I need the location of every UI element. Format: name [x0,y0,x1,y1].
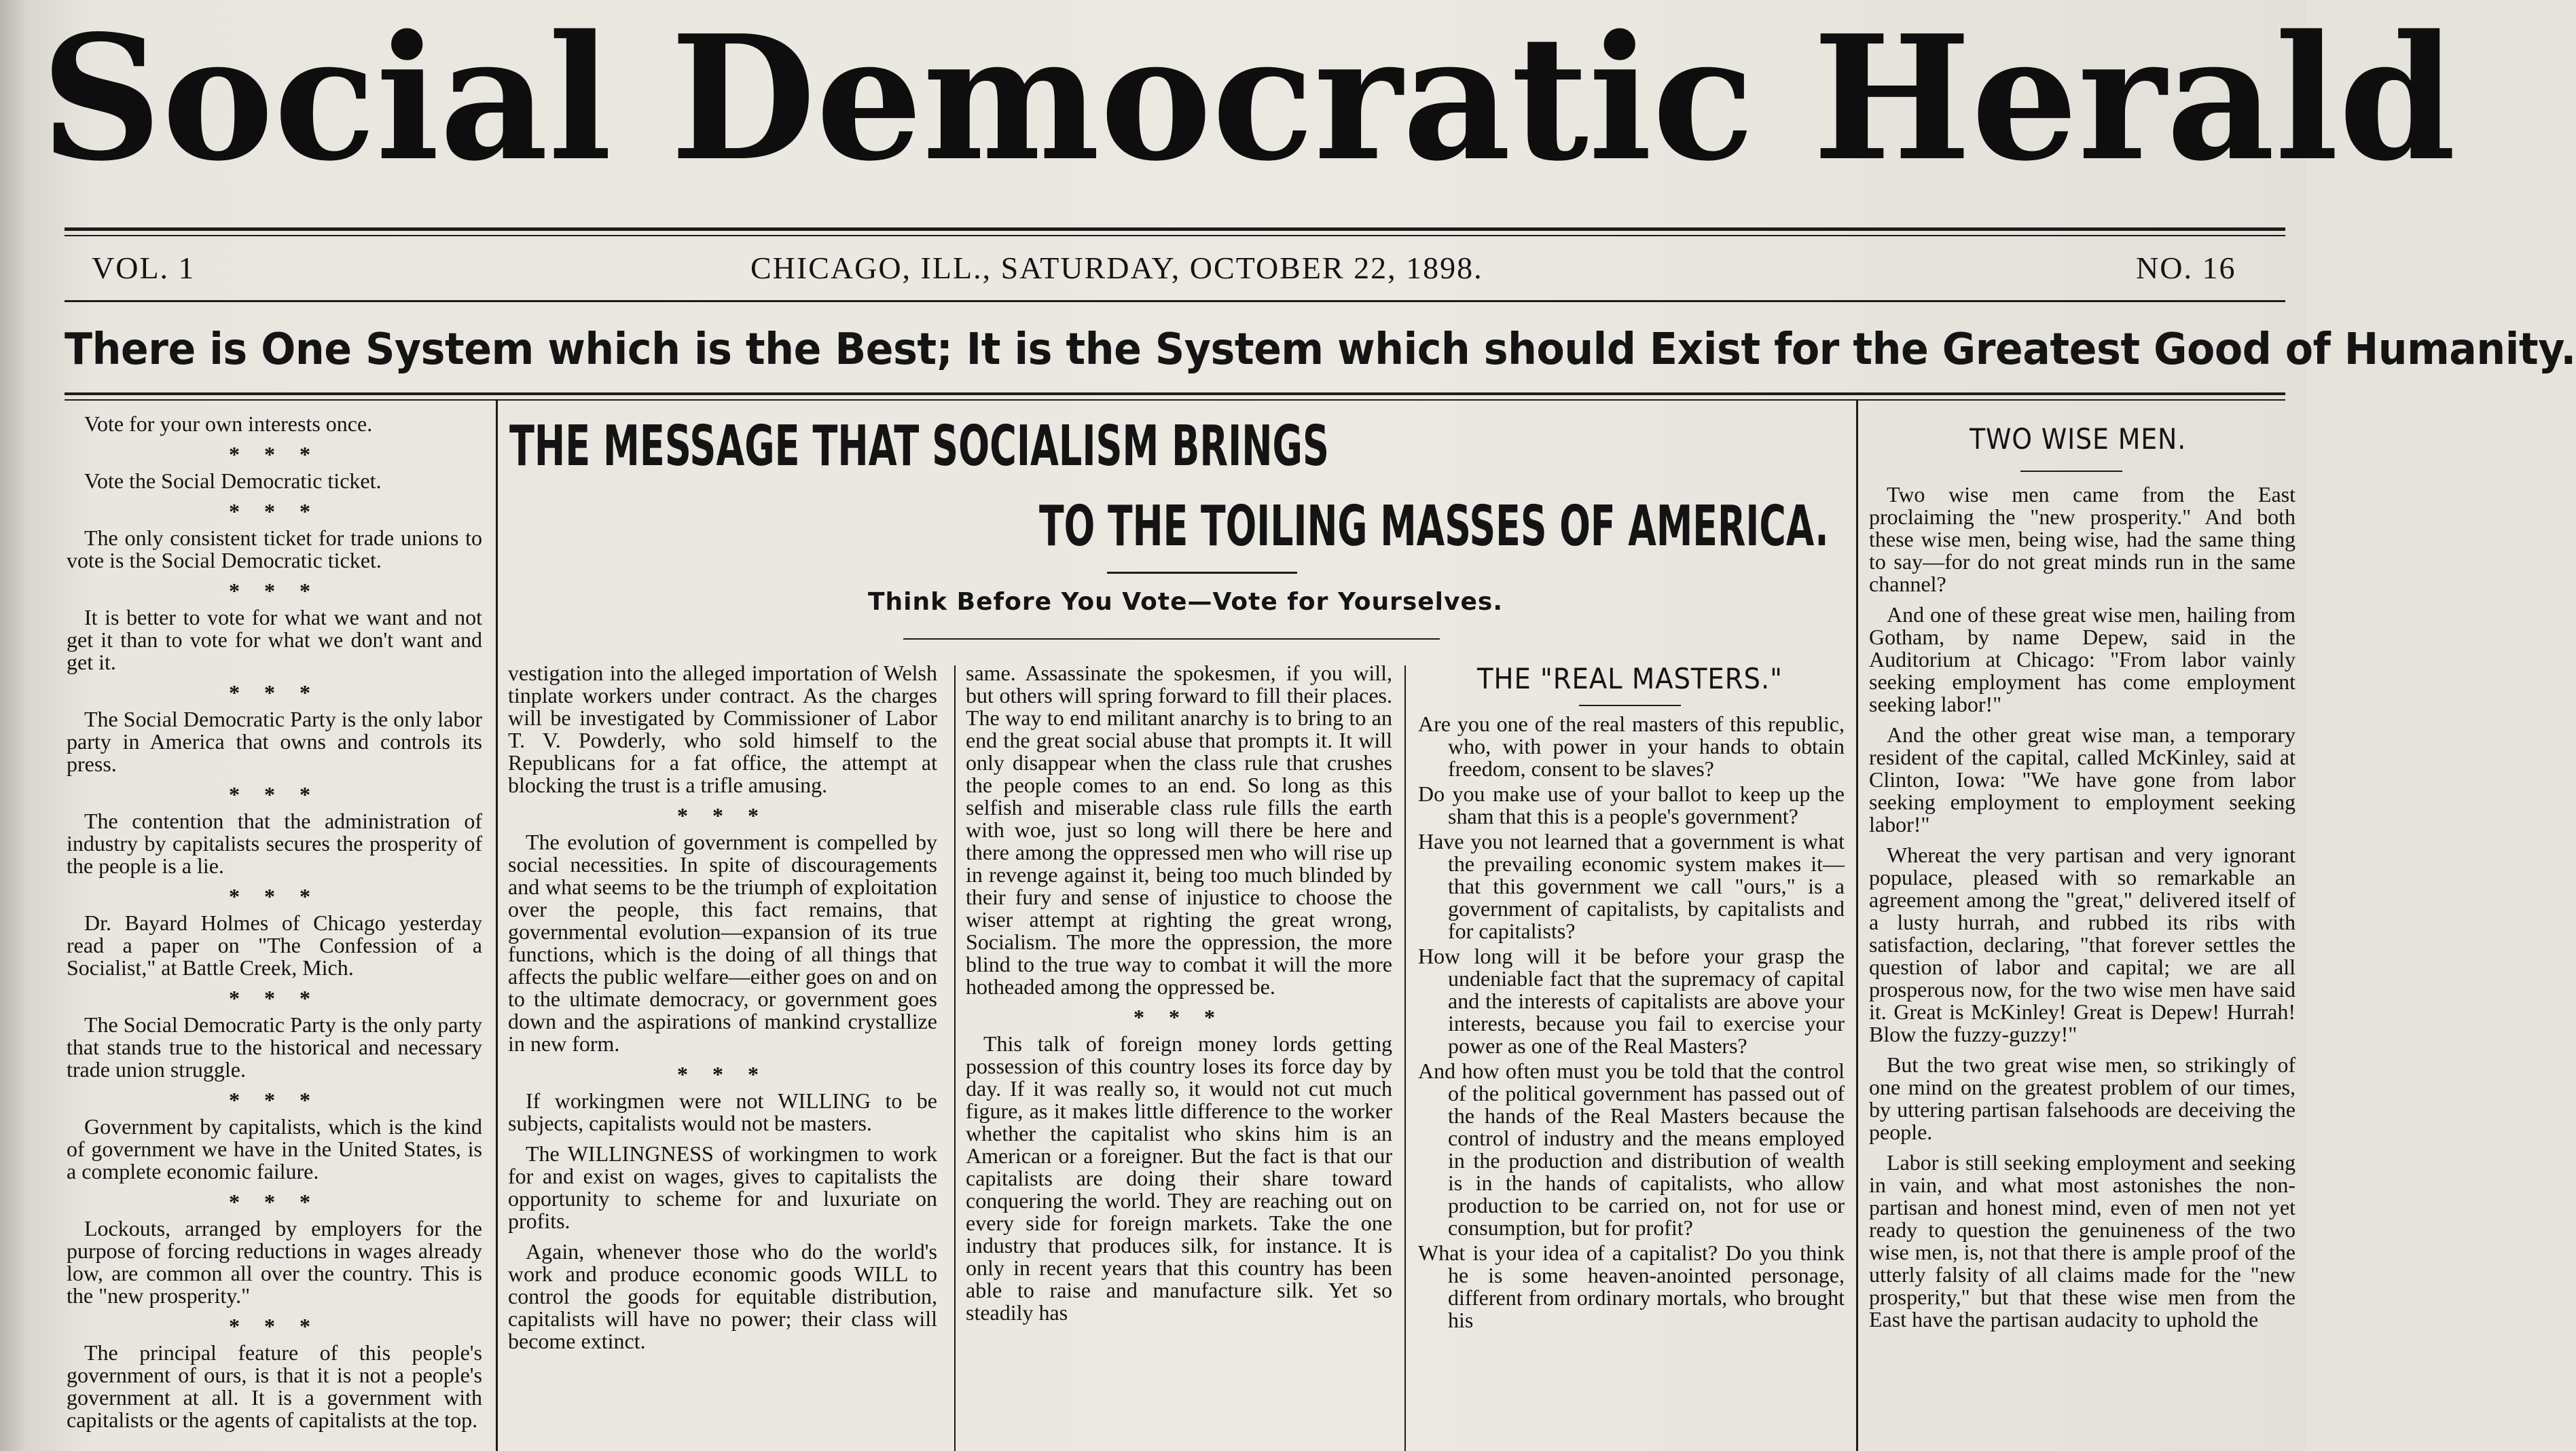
brief-paragraph: The contention that the administration of industry by capitalists secures the prosperity of the people is a lie. [67,809,482,878]
wise-men-heading: TWO WISE MEN. [1970,422,2187,456]
section-separator-stars: * * * [677,803,768,828]
wise-men-column [1869,483,2296,1451]
wise-men-rule [2020,471,2122,472]
question-paragraph: How long will it be before your grasp the undeniable fact that the supremacy of capital and the interests of capitalists are above your interests, because you fail to exercise your power as one of the Real Masters? [1418,944,1845,1058]
slogan-rule [65,392,2285,395]
section-separator-stars: * * * [229,884,320,908]
section-separator-stars: * * * [677,1062,768,1086]
question-paragraph: Have you not learned that a government is what the prevailing economic system makes it—that this government we call "ours," is a government of capitalists, by capitalists and for capitalists? [1418,829,1845,943]
section-separator-stars: * * * [229,578,320,603]
dateline: CHICAGO, ILL., SATURDAY, OCTOBER 22, 1898. [750,251,1483,285]
slogan-rule-thin [65,399,2285,401]
brief-paragraph: The Social Democratic Party is the only party that stands true to the historical and necessary trade union struggle. [67,1012,482,1082]
masthead-rule-thin [65,235,2285,236]
masthead-rule-top [65,227,2285,231]
article-paragraph: And the other great wise man, a temporary resident of the capital, called McKinley, said at Clinton, Iowa: "We have gone from labor seeking employment to employment seeking labor!" [1869,722,2296,837]
column-divider [1856,401,1858,1451]
section-separator-stars: * * * [229,1088,320,1112]
article-paragraph: vestigation into the alleged importation of Welsh tinplate workers under contract. As the charges will be investigated by Commissioner of Labor T. V. Powderly, who sold himself to the Republicans for a fat office, the attempt at blocking the trust is a trifle amusing. [508,661,937,797]
volume-label: VOL. 1 [92,251,196,285]
issue-number: NO. 16 [2136,251,2236,285]
real-masters-heading: THE "REAL MASTERS." [1477,662,1783,695]
brief-paragraph: Vote the Social Democratic ticket. [84,469,382,493]
brief-paragraph: Dr. Bayard Holmes of Chicago yesterday read a paper on "The Confession of a Socialist," at Battle Creek, Mich. [67,911,482,980]
section-separator-stars: * * * [229,1190,320,1214]
lead-headline-line2: TO THE TOILING MASSES OF AMERICA. [1039,494,1829,559]
section-separator-stars: * * * [229,1314,320,1338]
article-paragraph: same. Assassinate the spokesmen, if you will, but others will spring forward to fill their places. The way to end militant anarchy is to bring to an end the great social abuse that prompts it. It will only disappear when the class rule that crushes the people comes to an end. So long as this selfish and miserable class rule fills the earth with woe, just so long will there be here and there among the oppressed men who will rise up in revenge against it, being too much blinded by their fury and sense of injustice to choose the wiser attempt at righting the great wrong, Socialism. The more the oppression, the more blind to the true way to combat it will the more hotheaded among the oppressed be. [966,661,1392,999]
article-paragraph: And one of these great wise men, hailing from Gotham, by name Depew, said in the Auditorium at Chicago: "From labor vainly seeking employment has come employment seeking labor!" [1869,602,2296,716]
lead-headline-line1: THE MESSAGE THAT SOCIALISM BRINGS [509,414,1329,479]
subhead-rule [903,638,1440,640]
article-paragraph: Two wise men came from the East proclaiming the "new prosperity." And both these wise men, being wise, had the same thing to say—for do not great minds run in the same channel? [1869,482,2296,596]
column-divider [954,665,956,1451]
brief-paragraph: Vote for your own interests once. [84,411,373,436]
article-paragraph: Labor is still seeking employment and seeking in vain, and what most astonishes the non-partisan and honest mind, even of men not yet ready to question the genuineness of the two wise men, is, not that there is ample proof of the utterly falsity of all claims made for the "new prosperity," but that these wise men from the East have the partisan audacity to uphold the [1869,1150,2296,1331]
article-paragraph: The evolution of government is compelled by social necessities. In spite of discouragements and what seems to be the triumph of exploitation over the people, this fact remains, that governmental evolution—expansion of its true functions, which is the doing of all things that affects the public welfare—either goes on and on to the ultimate democracy, or government goes down and the aspirations of mankind crystallize in new form. [508,830,937,1056]
brief-paragraph: It is better to vote for what we want and not get it than to vote for what we don't want and get it. [67,605,482,674]
brief-paragraph: The Social Democratic Party is the only labor party in America that owns and controls its press. [67,707,482,776]
real-masters-column [1418,713,1845,1451]
question-paragraph: And how often must you be told that the control of the political government has passed out of the hands of the Real Masters because the control of industry and the means employed in the production and distribution of wealth is in the hands of capitalists, who allow production to be carried on, not for use or consumption, but for profit? [1418,1059,1845,1240]
newspaper-masthead: Social Democratic Herald [41,0,2456,199]
article-paragraph: But the two great wise men, so strikingly of one mind on the greatest problem of our times, by uttering partisan falsehoods are deceiving the people. [1869,1052,2296,1144]
section-separator-stars: * * * [1133,1005,1224,1029]
column-divider [496,401,498,1451]
article-paragraph: The WILLINGNESS of workingmen to work for and exist on wages, gives to capitalists the opportunity to scheme for and luxuriate on profits. [508,1141,937,1233]
question-paragraph: Do you make use of your ballot to keep up the sham that this is a people's government? [1418,782,1845,828]
question-paragraph: What is your idea of a capitalist? Do you think he is some heaven-anointed personage, different from ordinary mortals, who brought his [1418,1241,1845,1332]
section-separator-stars: * * * [229,986,320,1010]
section-separator-stars: * * * [229,782,320,807]
dateline-rule [65,300,2285,302]
headline-rule [1107,572,1297,574]
left-column-briefs [67,413,482,1451]
brief-paragraph: The only consistent ticket for trade unions to vote is the Social Democratic ticket. [67,526,482,572]
question-paragraph: Are you one of the real masters of this republic, who, with power in your hands to obtain freedom, consent to be slaves? [1418,712,1845,781]
brief-paragraph: Government by capitalists, which is the kind of government we have in the United States, is a complete economic failure. [67,1114,482,1183]
lead-article-column-2 [966,662,1392,1451]
lead-article-column-1 [508,662,937,1451]
article-paragraph: Again, whenever those who do the world's work and produce economic goods WILL to control the goods for equitable distribution, capitalists will have no power; their class will become extinct. [508,1239,937,1353]
real-masters-rule [1579,705,1681,706]
brief-paragraph: The principal feature of this people's government of ours, is that it is not a people's government at all. It is a government with capitalists or the agents of capitalists at the top. [67,1340,482,1432]
section-separator-stars: * * * [229,499,320,524]
column-divider [1404,665,1406,1451]
article-paragraph: If workingmen were not WILLING to be subjects, capitalists would not be masters. [508,1088,937,1135]
brief-paragraph: Lockouts, arranged by employers for the purpose of forcing reductions in wages already low, are common all over the country. This is the "new prosperity." [67,1216,482,1308]
article-paragraph: Whereat the very partisan and very ignorant populace, pleased with so remarkable an agreement among the "great," delivered itself of a lusty hurrah, and rubbed its ribs with satisfaction, declaring, "that forever settles the question of labor and capital; we are all prosperous now, for the two wise men have said it. Great is McKinley! Great is Depew! Hurrah! Blow the fuzzy-guzzy!" [1869,843,2296,1046]
slogan-banner: There is One System which is the Best; It is the System which should Exist for the Greatest Good of Humanity. [65,325,2576,375]
section-separator-stars: * * * [229,680,320,705]
article-paragraph: This talk of foreign money lords getting possession of this country loses its force day by day. If it was really so, it would not cut much figure, as it makes little difference to the worker whether the capitalist who skins him is an American or a foreigner. But the fact is that our capitalists are doing their share toward conquering the world. They are reaching out on every side for foreign markets. Take the one industry that produces silk, for instance. It is only in recent years that this country has been able to raise and manufacture silk. Yet so steadily has [966,1031,1392,1325]
lead-subhead: Think Before You Vote—Vote for Yourselves. [868,588,1504,616]
section-separator-stars: * * * [229,442,320,466]
